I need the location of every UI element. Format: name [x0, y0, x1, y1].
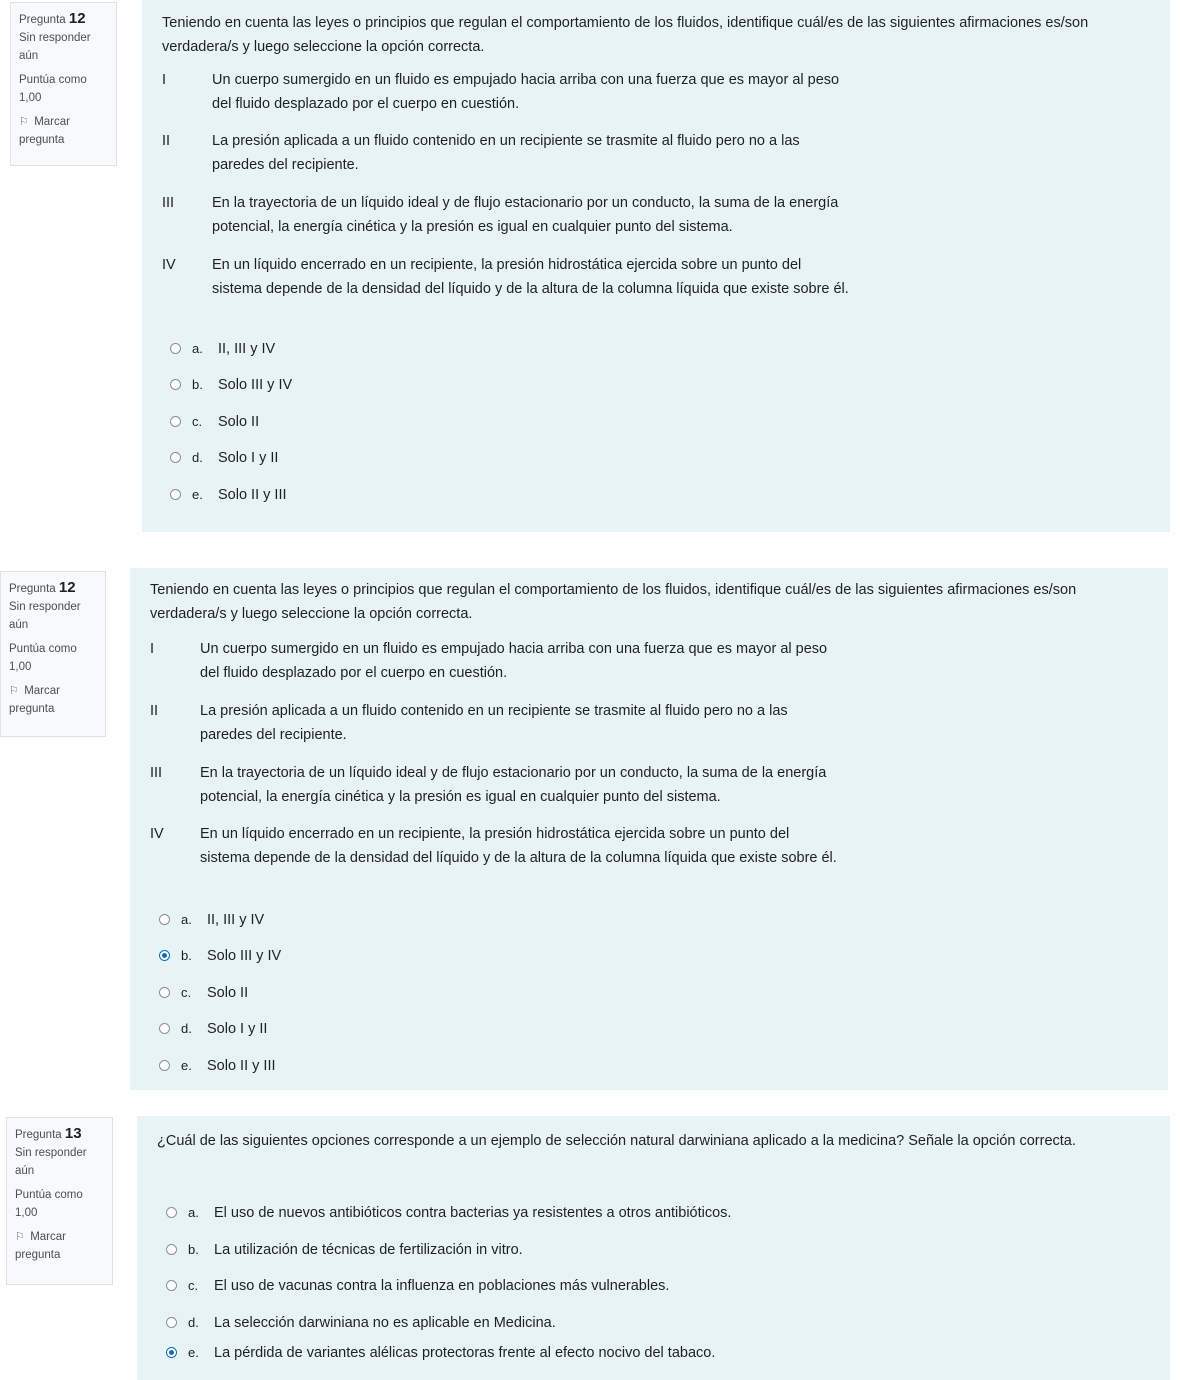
flag-question-label: Marcar pregunta	[19, 116, 70, 146]
statement-numeral: IV	[150, 826, 164, 842]
option-text: El uso de nuevos antibióticos contra bacterias ya resistentes a otros antibióticos.	[214, 1205, 732, 1221]
radio-button[interactable]	[170, 379, 181, 390]
radio-button-checked[interactable]	[159, 950, 170, 961]
question-text: ¿Cuál de las siguientes opciones corresponde a un ejemplo de selección natural darwiniana aplicado a la medicina? Señale la opción correcta.	[157, 1133, 1076, 1149]
option-text: Solo III y IV	[207, 948, 282, 964]
statement-line: sistema depende de la densidad del líquido y de la altura de la columna líquida que existe sobre él.	[200, 850, 837, 866]
radio-button[interactable]	[170, 416, 181, 427]
option-letter: d.	[192, 450, 203, 465]
option-letter: c.	[188, 1278, 199, 1293]
radio-button[interactable]	[170, 343, 181, 354]
statement-line: En un líquido encerrado en un recipiente, la presión hidrostática ejercida sobre un punto del	[212, 257, 802, 273]
option-letter: b.	[192, 377, 203, 392]
radio-button[interactable]	[166, 1207, 177, 1218]
question-text: Teniendo en cuenta las leyes o principios que regulan el comportamiento de los fluidos, identifique cuál/es de las siguientes afirmaciones es/son verdadera/s y luego seleccione la opción correcta.	[150, 582, 1077, 622]
radio-button[interactable]	[159, 1060, 170, 1071]
statement-numeral: III	[150, 765, 163, 781]
option-text: Solo I y II	[218, 450, 279, 466]
option-letter: d.	[181, 1021, 192, 1036]
option-text: La pérdida de variantes alélicas protectoras frente al efecto nocivo del tabaco.	[214, 1345, 716, 1361]
statement-line: del fluido desplazado por el cuerpo en cuestión.	[212, 96, 520, 112]
option-letter: c.	[192, 414, 203, 429]
option-text: II, III y IV	[218, 341, 276, 357]
radio-button[interactable]	[170, 489, 181, 500]
option-letter: e.	[188, 1345, 199, 1360]
option-letter: b.	[188, 1242, 199, 1257]
question-number: 12	[68, 10, 86, 27]
option-letter: a.	[192, 341, 203, 356]
radio-button[interactable]	[166, 1244, 177, 1255]
statement-numeral: II	[162, 133, 171, 149]
statement-numeral: I	[162, 72, 167, 88]
statement-numeral: II	[150, 703, 159, 719]
question-status: Sin responder aún	[15, 1147, 87, 1177]
statement-line: Un cuerpo sumergido en un fluido es empujado hacia arriba con una fuerza que es mayor al peso	[212, 72, 840, 88]
option-letter: c.	[181, 985, 192, 1000]
radio-button-checked[interactable]	[166, 1347, 177, 1358]
flag-question-button[interactable]	[15, 1228, 106, 1264]
flag-question-button[interactable]	[19, 113, 110, 149]
question-number: 12	[58, 579, 76, 596]
question-grade: Puntúa como 1,00	[9, 643, 77, 673]
radio-button[interactable]	[166, 1280, 177, 1291]
option-letter: a.	[188, 1205, 199, 1220]
question-content	[130, 568, 1168, 1090]
statement-line: paredes del recipiente.	[200, 727, 347, 743]
question-content	[137, 1116, 1170, 1380]
question-grade: Puntúa como 1,00	[19, 74, 87, 104]
option-text: Solo II y III	[218, 487, 287, 503]
statement-line: En un líquido encerrado en un recipiente, la presión hidrostática ejercida sobre un punto del	[200, 826, 790, 842]
statement-numeral: III	[162, 195, 175, 211]
statement-line: del fluido desplazado por el cuerpo en cuestión.	[200, 665, 508, 681]
statement-numeral: I	[150, 641, 155, 657]
option-text: Solo III y IV	[218, 377, 293, 393]
option-letter: e.	[181, 1058, 192, 1073]
radio-button[interactable]	[159, 1023, 170, 1034]
option-letter: d.	[188, 1315, 199, 1330]
question-info-panel	[0, 571, 106, 737]
radio-button[interactable]	[170, 452, 181, 463]
option-letter: a.	[181, 912, 192, 927]
statement-line: La presión aplicada a un fluido contenido en un recipiente se trasmite al fluido pero no a las	[200, 703, 788, 719]
radio-button[interactable]	[159, 987, 170, 998]
question-status: Sin responder aún	[19, 32, 91, 62]
statement-line: La presión aplicada a un fluido contenido en un recipiente se trasmite al fluido pero no a las	[212, 133, 800, 149]
statement-line: Un cuerpo sumergido en un fluido es empujado hacia arriba con una fuerza que es mayor al peso	[200, 641, 828, 657]
statement-line: En la trayectoria de un líquido ideal y de flujo estacionario por un conducto, la suma de la energía	[212, 195, 839, 211]
flag-icon: ⚐	[15, 1231, 25, 1243]
statement-line: En la trayectoria de un líquido ideal y de flujo estacionario por un conducto, la suma de la energía	[200, 765, 827, 781]
question-content	[142, 0, 1170, 532]
option-text: La utilización de técnicas de fertilización in vitro.	[214, 1242, 523, 1258]
flag-question-button[interactable]	[9, 682, 99, 718]
question-info-panel	[10, 2, 117, 166]
statement-line: paredes del recipiente.	[212, 157, 359, 173]
option-letter: b.	[181, 948, 192, 963]
flag-icon: ⚐	[19, 116, 29, 128]
statement-line: potencial, la energía cinética y la presión es igual en cualquier punto del sistema.	[200, 789, 721, 805]
option-text: Solo II	[207, 985, 249, 1001]
option-text: Solo I y II	[207, 1021, 268, 1037]
question-label: Pregunta	[15, 1129, 62, 1141]
question-label: Pregunta	[19, 14, 66, 26]
option-text: La selección darwiniana no es aplicable en Medicina.	[214, 1315, 556, 1331]
option-letter: e.	[192, 487, 203, 502]
radio-button[interactable]	[166, 1317, 177, 1328]
question-grade: Puntúa como 1,00	[15, 1189, 83, 1219]
statement-line: potencial, la energía cinética y la presión es igual en cualquier punto del sistema.	[212, 219, 733, 235]
question-number: 13	[64, 1125, 82, 1142]
option-text: Solo II	[218, 414, 260, 430]
radio-button[interactable]	[159, 914, 170, 925]
question-info-panel	[6, 1117, 113, 1285]
option-text: El uso de vacunas contra la influenza en poblaciones más vulnerables.	[214, 1278, 670, 1294]
flag-question-label: Marcar pregunta	[15, 1231, 66, 1261]
statement-numeral: IV	[162, 257, 176, 273]
question-label: Pregunta	[9, 583, 56, 595]
option-text: II, III y IV	[207, 912, 265, 928]
flag-icon: ⚐	[9, 685, 19, 697]
flag-question-label: Marcar pregunta	[9, 685, 60, 715]
question-text: Teniendo en cuenta las leyes o principios que regulan el comportamiento de los fluidos, identifique cuál/es de las siguientes afirmaciones es/son verdadera/s y luego seleccione la opción correcta.	[162, 15, 1089, 55]
option-text: Solo II y III	[207, 1058, 276, 1074]
statement-line: sistema depende de la densidad del líquido y de la altura de la columna líquida que existe sobre él.	[212, 281, 849, 297]
question-status: Sin responder aún	[9, 601, 81, 631]
